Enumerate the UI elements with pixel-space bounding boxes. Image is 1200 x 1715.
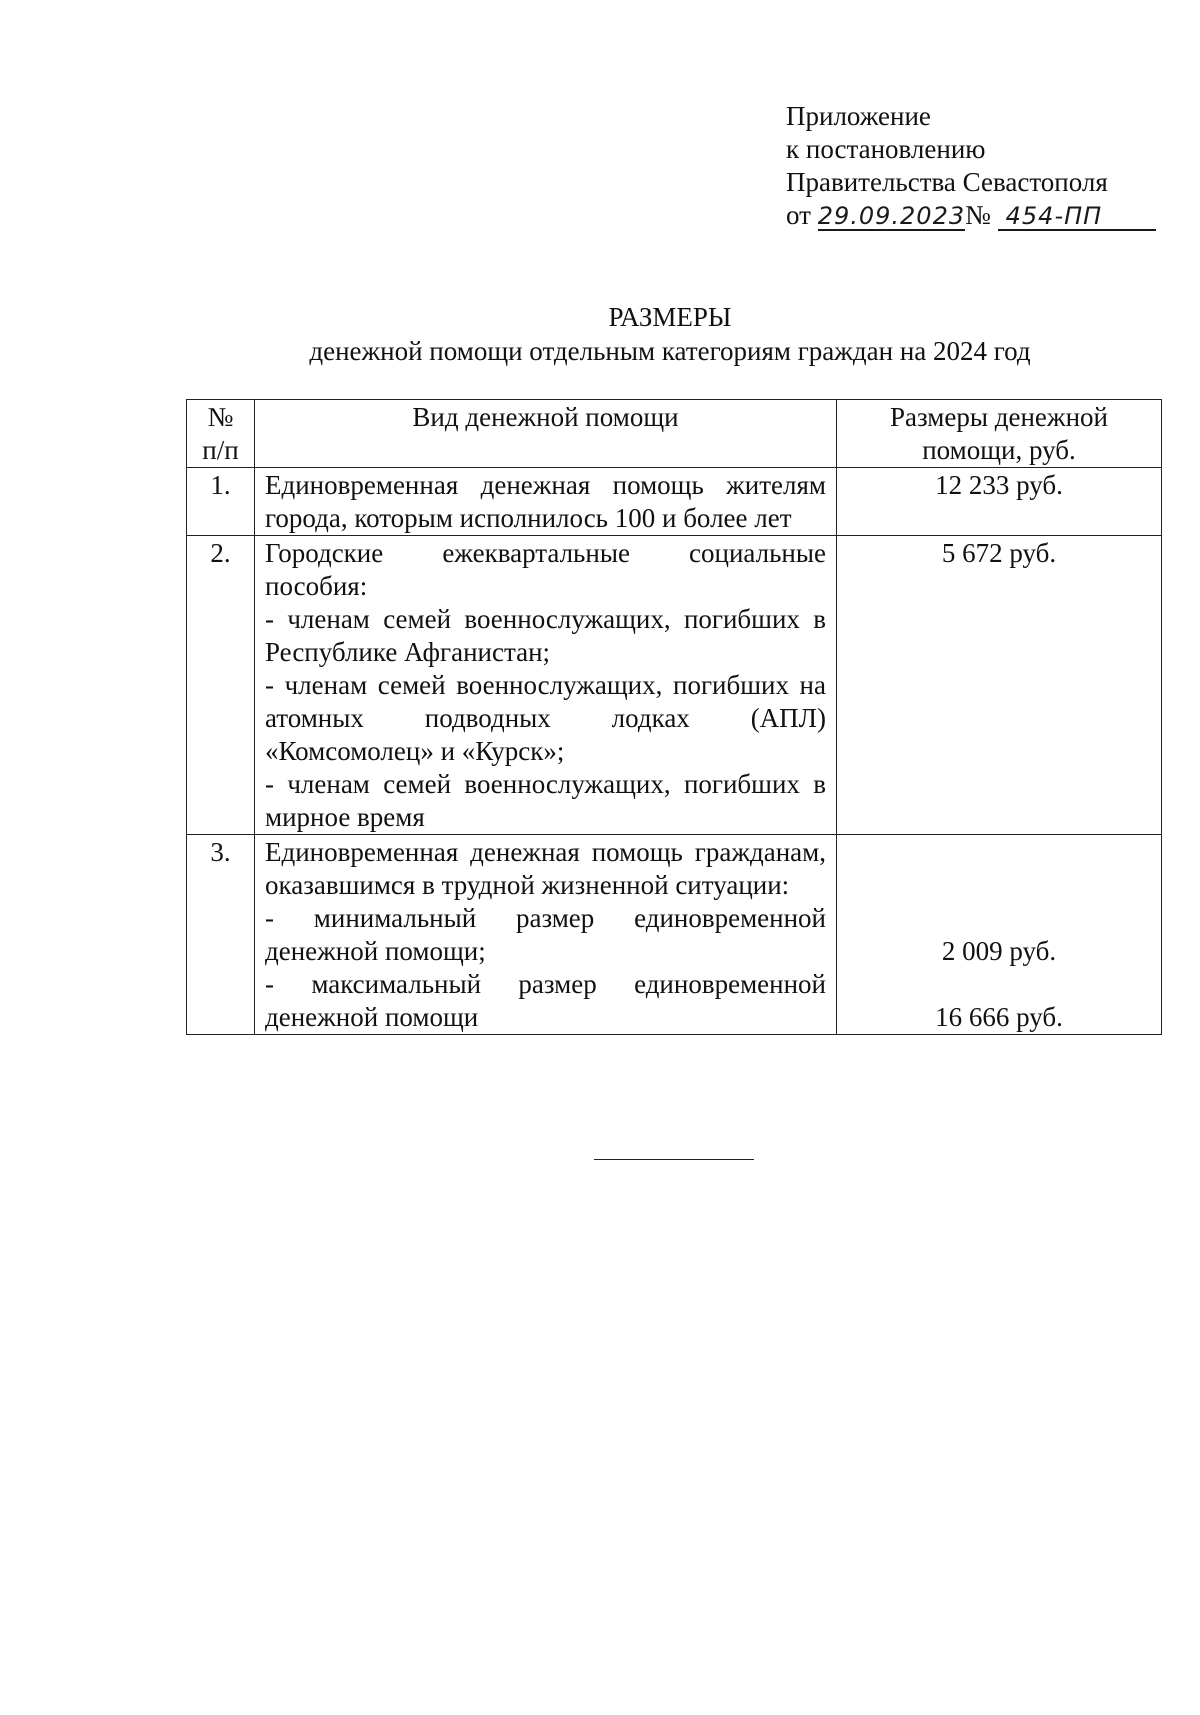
row-description (255, 536, 837, 835)
header-type: Вид денежной помощи (255, 400, 837, 468)
document-title: РАЗМЕРЫ (608, 302, 732, 332)
amount-value: 2 009 руб. (941, 936, 1057, 966)
aid-table (186, 399, 1162, 1035)
description-paragraph: - членам семей военнослужащих, погибших в мирное время (265, 769, 826, 832)
description-paragraph: - членам семей военнослужащих, погибших на атомных подводных лодках (АПЛ) «Комсомолец» и «Курск»; (265, 670, 826, 766)
handwritten-date: 29.09.2023 (817, 202, 966, 230)
row-description (255, 468, 837, 536)
row-num: 3. (187, 835, 255, 1035)
description-paragraph: - членам семей военнослужащих, погибших в Республике Афганистан; (265, 604, 826, 667)
description-paragraph: - максимальный размер единовременной денежной помощи (265, 969, 826, 1032)
from-label: от (786, 200, 811, 230)
row-num: 2. (187, 536, 255, 835)
row-description (255, 835, 837, 1035)
appendix-block (786, 100, 1156, 232)
appendix-line-4 (786, 199, 1156, 232)
table-header-row (187, 400, 1162, 468)
handwritten-number: 454-ПП (998, 203, 1156, 231)
description-paragraph: - минимальный размер единовременной денежной помощи; (265, 903, 826, 966)
amount-value: 5 672 руб. (941, 538, 1057, 568)
row-num: 1. (187, 468, 255, 536)
end-divider (594, 1159, 754, 1160)
number-sign: № (965, 200, 991, 230)
header-amount: Размеры денежной помощи, руб. (837, 400, 1162, 468)
description-paragraph: Единовременная денежная помощь гражданам, оказавшимся в трудной жизненной ситуации: (265, 837, 826, 900)
table-row (187, 468, 1162, 536)
amount-value: 16 666 руб. (935, 1002, 1063, 1032)
row-amount (837, 835, 1162, 1035)
row-amount (837, 468, 1162, 536)
appendix-line-2: к постановлению (786, 134, 986, 164)
appendix-line-3: Правительства Севастополя (786, 167, 1108, 197)
table-row (187, 835, 1162, 1035)
document-subtitle: денежной помощи отдельным категориям граждан на 2024 год (309, 336, 1031, 366)
amount-value: 12 233 руб. (935, 470, 1063, 500)
header-num: № п/п (187, 400, 255, 468)
table-row (187, 536, 1162, 835)
description-paragraph: Единовременная денежная помощь жителям города, которым исполнилось 100 и более лет (265, 470, 826, 533)
description-paragraph: Городские ежеквартальные социальные пособия: (265, 538, 826, 601)
row-amount (837, 536, 1162, 835)
appendix-line-1: Приложение (786, 101, 931, 131)
